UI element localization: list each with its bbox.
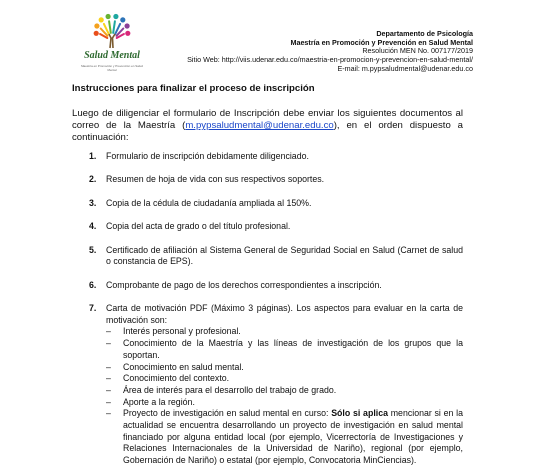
list-item bbox=[72, 280, 463, 292]
item-number: 3. bbox=[89, 197, 97, 208]
sub-item-text: Conocimiento del contexto. bbox=[123, 373, 230, 384]
sub-item-text-after: mencionar si en la actualidad se encuentra desarrollando un proyecto de investigación en salud mental financiado por alguna entidad local (por ejemplo, Vicerrectoría de Investigaciones y Relaciones Internacionales de la Universidad de Nariño), regional (por ejemplo, Gobernación de Nariño) o estatal (por ejemplo, Convocatoria MinCiencias). bbox=[123, 408, 463, 466]
sub-item-text: Área de interés para el desarrollo del trabajo de grado. bbox=[123, 384, 337, 395]
document-header bbox=[187, 30, 473, 74]
item-text: Comprobante de pago de los derechos correspondientes a inscripción. bbox=[106, 279, 382, 290]
intro-text-after: ), en el orden dispuesto a continuación: bbox=[72, 120, 463, 144]
sub-item-dash: – bbox=[106, 384, 111, 395]
list-item bbox=[72, 198, 463, 210]
list-item bbox=[72, 303, 463, 467]
website-line: Sitio Web: http://viis.udenar.edu.co/maestria-en-promocion-y-prevencion-en-salud-mental/ bbox=[187, 55, 473, 65]
email-line: E-mail: m.pypsaludmental@udenar.edu.co bbox=[337, 63, 473, 73]
sub-item bbox=[106, 397, 463, 409]
sub-item bbox=[106, 338, 463, 361]
item-text: Formulario de inscripción debidamente diligenciado. bbox=[106, 151, 309, 161]
item-number: 6. bbox=[89, 279, 97, 290]
sub-item-dash: – bbox=[106, 373, 111, 384]
logo-tagline: Maestría en Promoción y Prevención en Salud Mental bbox=[81, 64, 143, 72]
program-name: Maestría en Promoción y Prevención en Salud Mental bbox=[290, 37, 473, 47]
tree-people-icon bbox=[88, 12, 136, 50]
sub-item-text: Proyecto de investigación en salud mental en curso: bbox=[123, 408, 332, 419]
sub-item-dash: – bbox=[106, 326, 111, 337]
sub-item bbox=[106, 385, 463, 397]
intro-paragraph bbox=[72, 108, 463, 145]
logo-name: Salud Mental bbox=[84, 50, 140, 61]
sub-item bbox=[106, 373, 463, 385]
sub-item-text: Aporte a la región. bbox=[123, 396, 195, 407]
item-text: Certificado de afiliación al Sistema General de Seguridad Social en Salud (Carnet de salud o constancia de EPS). bbox=[106, 244, 463, 267]
sub-item-dash: – bbox=[106, 408, 111, 419]
sub-item bbox=[106, 362, 463, 374]
intro-text-before: Luego de diligenciar el formulario de Inscripción debe enviar los siguientes documentos al correo de la Maestría ( bbox=[72, 108, 463, 132]
sub-item-dash: – bbox=[106, 361, 111, 372]
program-email-link[interactable]: m.pypsaludmental@udenar.edu.co bbox=[185, 120, 334, 132]
program-logo bbox=[78, 12, 146, 74]
item-number: 1. bbox=[89, 151, 97, 161]
resolution-number: Resolución MEN No. 007177/2019 bbox=[362, 46, 473, 56]
item-text: Copia de la cédula de ciudadanía ampliada al 150%. bbox=[106, 197, 312, 208]
department-name: Departamento de Psicología bbox=[376, 29, 473, 38]
item-text: Carta de motivación PDF (Máximo 3 páginas). Los aspectos para evaluar en la carta de motivación son: bbox=[106, 303, 463, 325]
item-number: 5. bbox=[89, 244, 97, 255]
sub-item-text: Conocimiento en salud mental. bbox=[123, 361, 244, 372]
item-number: 2. bbox=[89, 174, 97, 185]
sub-item-emphasis: Sólo si aplica bbox=[331, 408, 388, 419]
item-number: 7. bbox=[89, 303, 97, 314]
sub-item-dash: – bbox=[106, 338, 111, 349]
page-title: Instrucciones para finalizar el proceso de inscripción bbox=[72, 83, 315, 94]
document-list bbox=[72, 151, 463, 467]
sub-item-text: Interés personal y profesional. bbox=[123, 326, 241, 337]
sub-item bbox=[106, 408, 463, 467]
sub-item bbox=[106, 326, 463, 338]
list-item bbox=[72, 221, 463, 233]
sub-item-text: Conocimiento de la Maestría y las líneas de investigación de los grupos que la soportan. bbox=[123, 338, 463, 360]
list-item bbox=[72, 245, 463, 268]
item-text: Copia del acta de grado o del título profesional. bbox=[106, 221, 291, 232]
list-item bbox=[72, 151, 463, 163]
item-text: Resumen de hoja de vida con sus respectivos soportes. bbox=[106, 174, 325, 185]
sub-item-dash: – bbox=[106, 396, 111, 407]
list-item bbox=[72, 174, 463, 186]
item-number: 4. bbox=[89, 221, 97, 232]
